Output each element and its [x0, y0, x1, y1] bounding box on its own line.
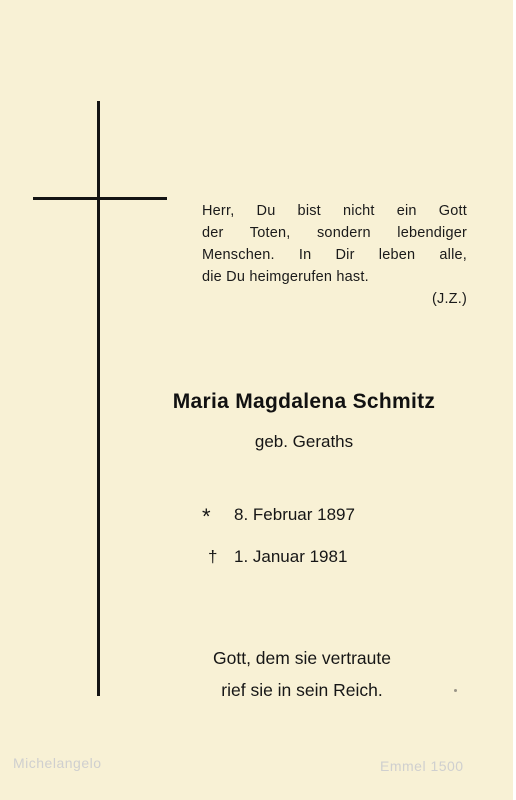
print-number: Emmel 1500: [380, 758, 464, 774]
quote-line: Herr, Du bist nicht ein Gott: [202, 203, 467, 219]
closing-verse: [160, 642, 444, 706]
quote-line: Menschen. In Dir leben alle,: [202, 247, 467, 263]
death-date: 1. Januar 1981: [234, 547, 348, 566]
closing-line: rief sie in sein Reich.: [221, 680, 383, 700]
quote-line: der Toten, sondern lebendiger: [202, 225, 467, 241]
paper-speck: [454, 689, 457, 692]
birth-row: [196, 504, 416, 529]
bible-quote: [202, 200, 467, 310]
death-row: [196, 547, 416, 567]
closing-line: Gott, dem sie vertraute: [213, 648, 391, 668]
quote-source: (J.Z.): [431, 291, 467, 307]
cross-vertical-bar: [97, 101, 100, 696]
publisher-imprint: Michelangelo: [13, 755, 102, 771]
quote-line: die Du heimgerufen hast.: [202, 269, 369, 285]
death-dagger-icon: †: [208, 547, 218, 566]
maiden-name: geb. Geraths: [254, 432, 354, 451]
cross-horizontal-bar: [33, 197, 167, 200]
birth-star-icon: *: [202, 504, 211, 529]
birth-date: 8. Februar 1897: [234, 505, 355, 524]
deceased-name: Maria Magdalena Schmitz: [172, 390, 436, 413]
